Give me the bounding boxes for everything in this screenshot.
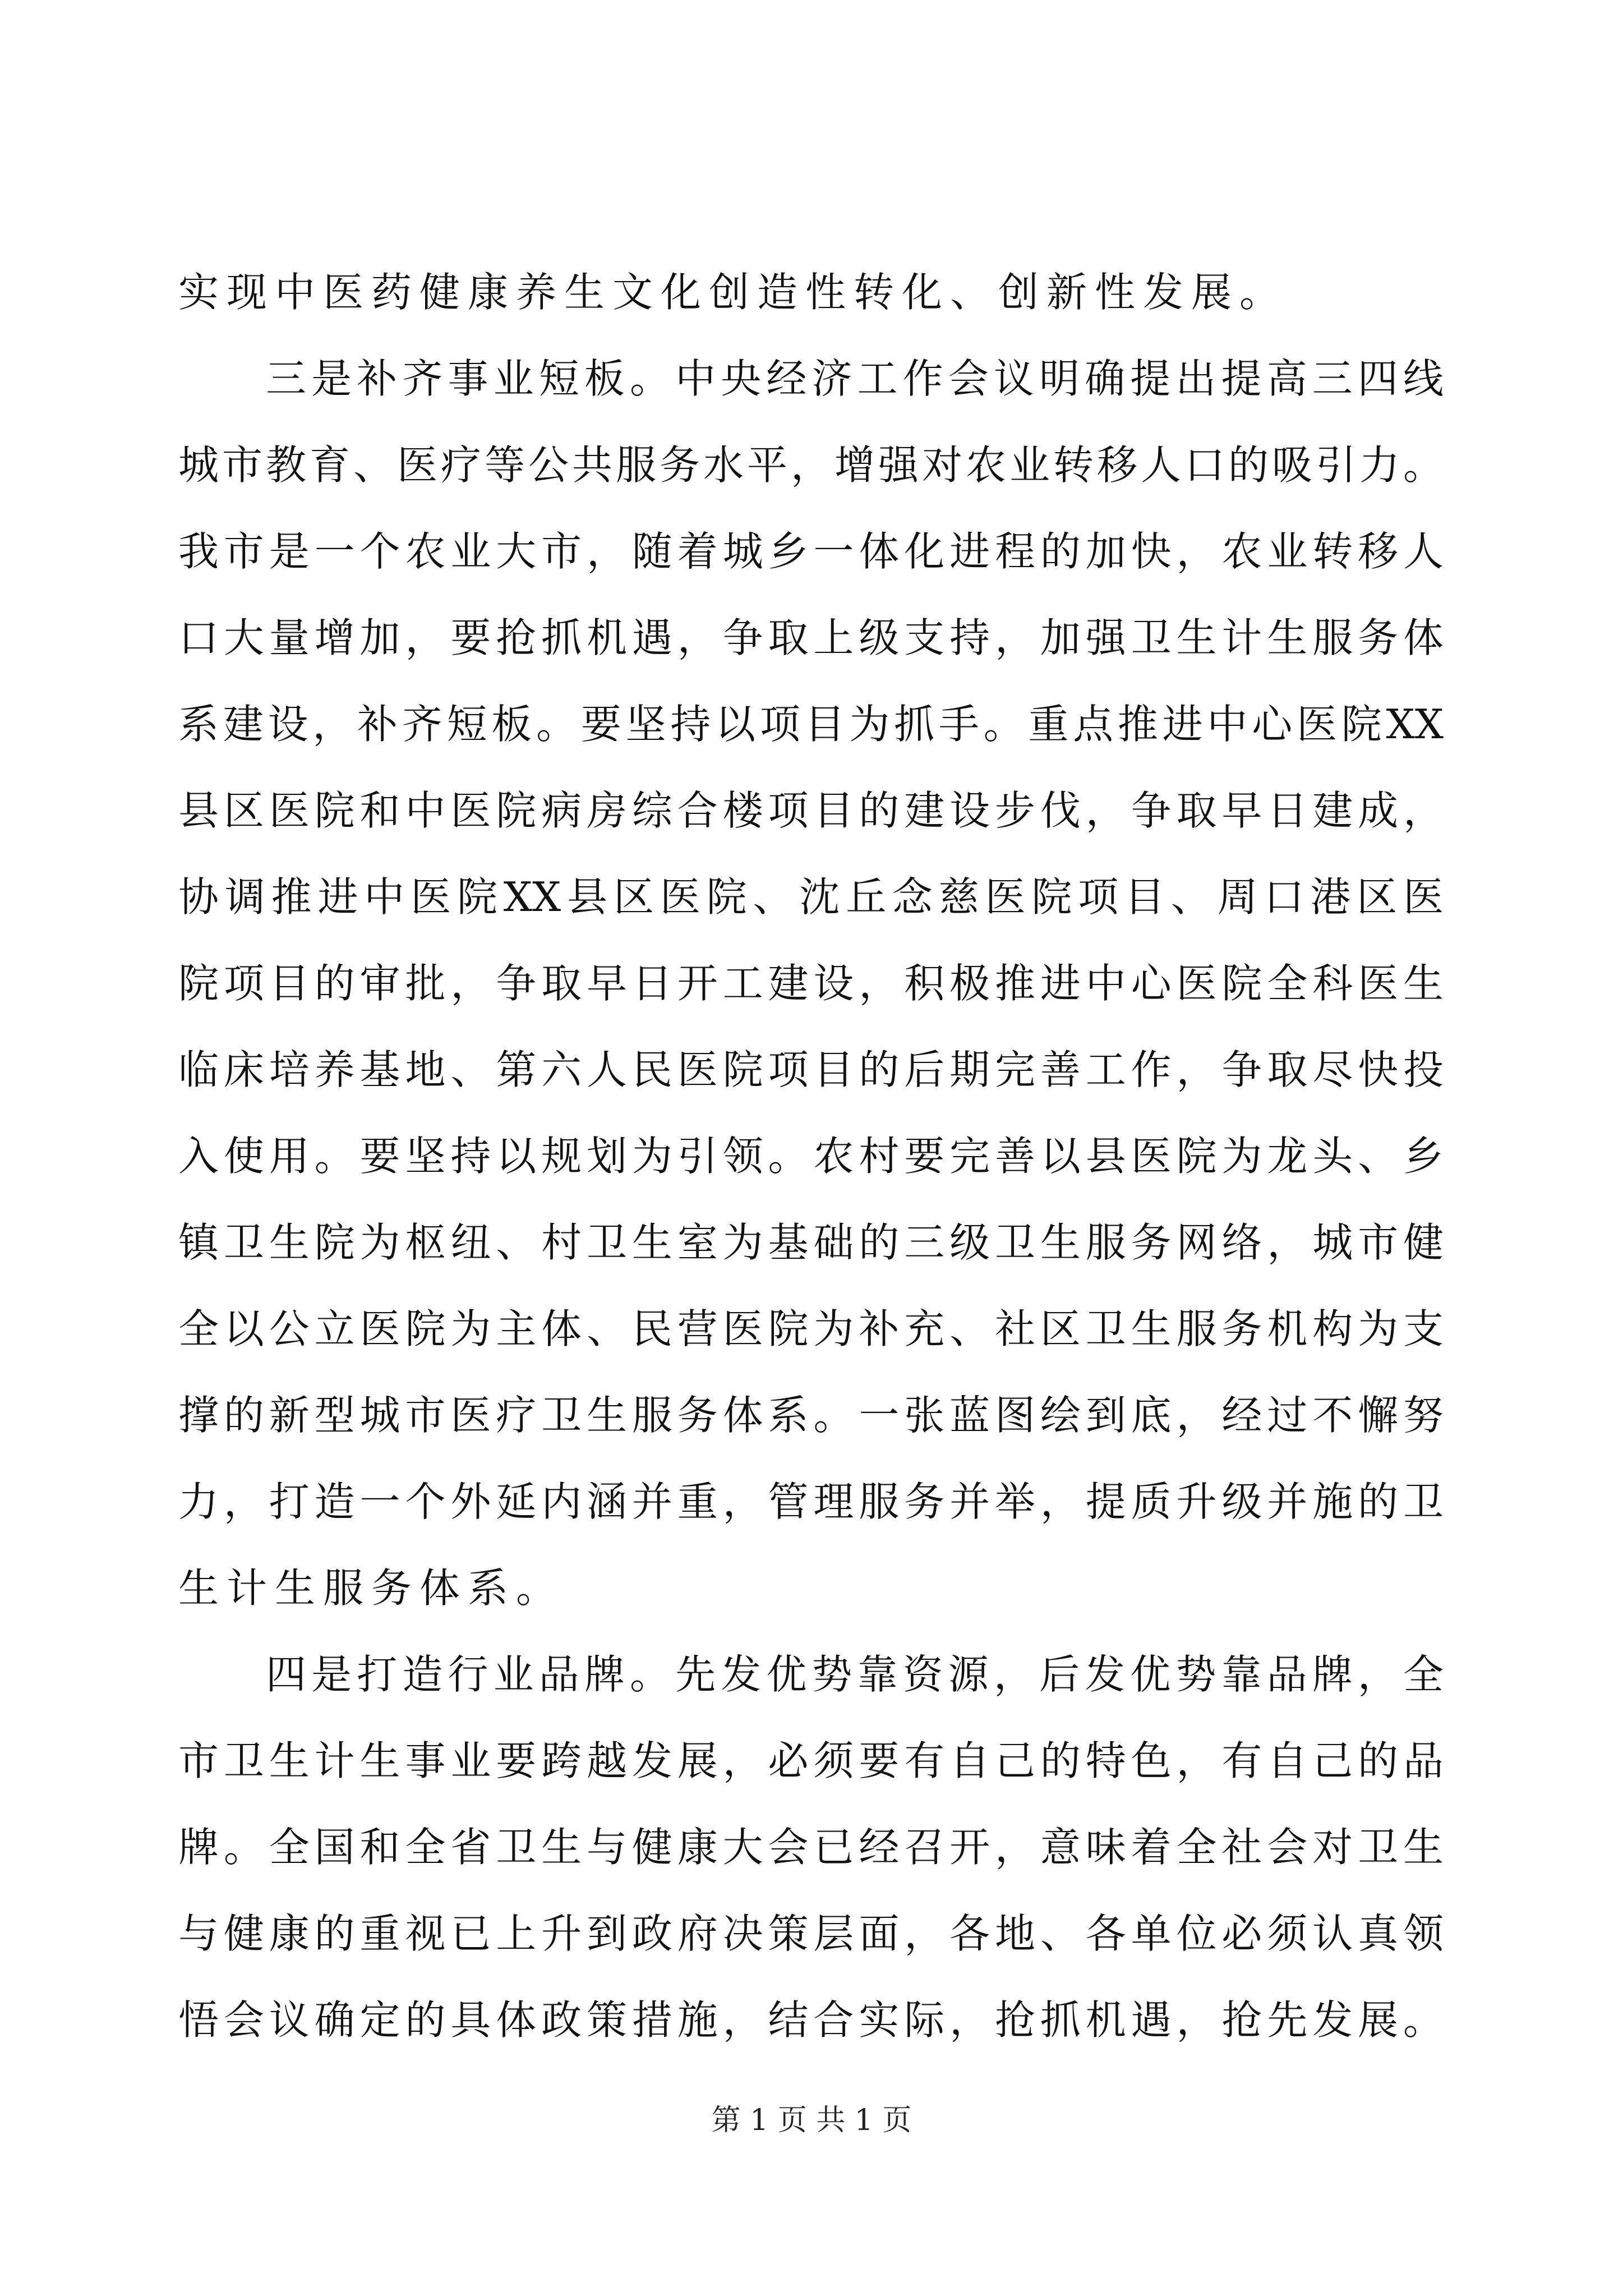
paragraph-line: 四是打造行业品牌。先发优势靠资源，后发优势靠品牌，全	[266, 1651, 1444, 1698]
paragraph-line: 城市教育、医疗等公共服务水平，增强对农业转移人口的吸引力。	[178, 441, 1444, 489]
paragraph-line: 全以公立医院为主体、民营医院为补充、社区卫生服务机构为支	[178, 1305, 1444, 1352]
paragraph-line: 生计生服务体系。	[178, 1565, 565, 1612]
paragraph-line: 市卫生计生事业要跨越发展，必须要有自己的特色，有自己的品	[178, 1737, 1444, 1784]
page-footer	[0, 2101, 1623, 2140]
paragraph-line: 系建设，补齐短板。要坚持以项目为抓手。重点推进中心医院XX	[178, 701, 1444, 748]
paragraph-line: 临床培养基地、第六人民医院项目的后期完善工作，争取尽快投	[178, 1046, 1444, 1093]
page-number-label: 第 1 页 共 1 页	[711, 2104, 912, 2137]
paragraph-line: 协调推进中医院XX县区医院、沈丘念慈医院项目、周口港区医	[178, 873, 1444, 921]
paragraph-line: 与健康的重视已上升到政府决策层面，各地、各单位必须认真领	[178, 1910, 1444, 1957]
paragraph-line: 悟会议确定的具体政策措施，结合实际，抢抓机遇，抢先发展。	[178, 1996, 1444, 2044]
paragraph-line: 三是补齐事业短板。中央经济工作会议明确提出提高三四线	[266, 355, 1444, 402]
paragraph-line: 实现中医药健康养生文化创造性转化、创新性发展。	[178, 269, 1288, 316]
paragraph-line: 口大量增加，要抢抓机遇，争取上级支持，加强卫生计生服务体	[178, 614, 1444, 661]
paragraph-line: 入使用。要坚持以规划为引领。农村要完善以县医院为龙头、乡	[178, 1133, 1444, 1180]
paragraph-line: 我市是一个农业大市，随着城乡一体化进程的加快，农业转移人	[178, 528, 1444, 575]
paragraph-line: 院项目的审批，争取早日开工建设，积极推进中心医院全科医生	[178, 960, 1444, 1007]
paragraph-line: 力，打造一个外延内涵并重，管理服务并举，提质升级并施的卫	[178, 1478, 1444, 1525]
document-body	[178, 249, 1444, 2063]
paragraph-line: 镇卫生院为枢纽、村卫生室为基础的三级卫生服务网络，城市健	[178, 1219, 1444, 1266]
paragraph-line: 牌。全国和全省卫生与健康大会已经召开，意味着全社会对卫生	[178, 1824, 1444, 1871]
paragraph-line: 撑的新型城市医疗卫生服务体系。一张蓝图绘到底，经过不懈努	[178, 1392, 1444, 1439]
paragraph-line: 县区医院和中医院病房综合楼项目的建设步伐，争取早日建成，	[178, 787, 1444, 834]
